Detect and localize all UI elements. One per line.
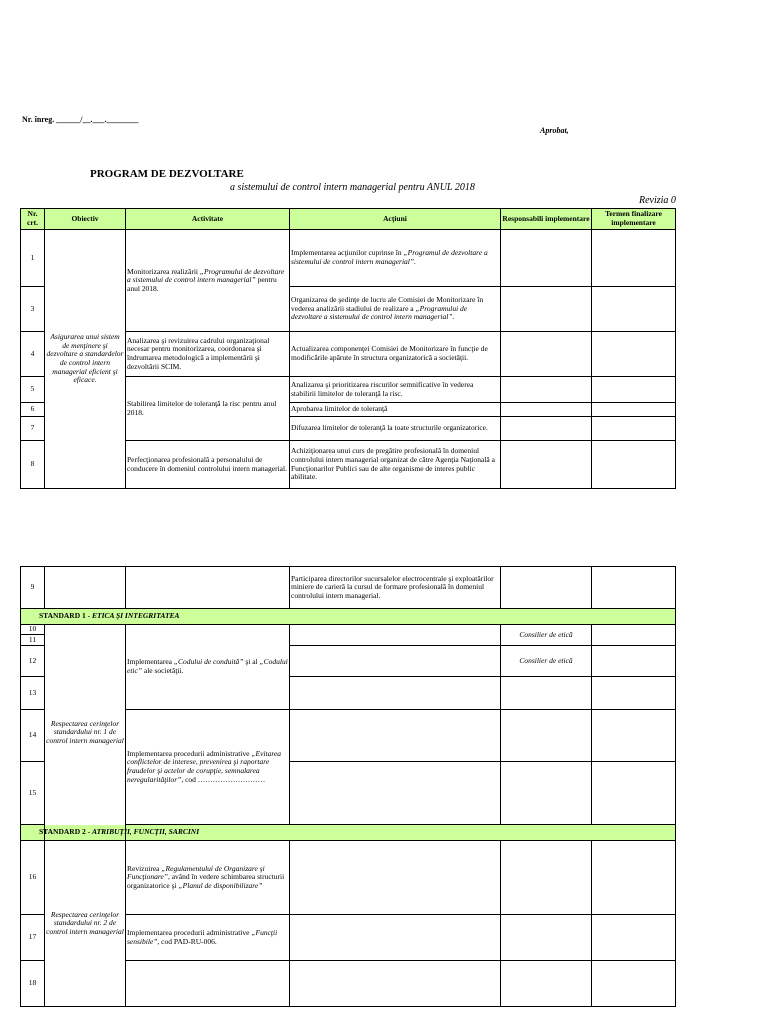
responsible-cell [501,710,592,762]
action-cell [290,762,501,825]
action-cell [290,915,501,961]
action-cell: Actualizarea componenţei Comisiei de Monitorizare în funcţie de modificările apărute în structura organizatorică a societăţii. [290,332,501,377]
standard-2-heading: STANDARD 2 - ATRIBUŢII, FUNCŢII, SARCINI [21,825,676,841]
col-activitate: Activitate [126,209,290,230]
responsible-cell: Consilier de etică [501,646,592,677]
responsible-cell [501,230,592,287]
row-number: 9 [21,567,45,609]
activity-cell: Revizuirea „Regulamentului de Organizare şi Funcţionare”, având în vedere schimbarea structurii organizatorice şi „Planul de disponibilizare” [126,841,290,915]
objective-cell [45,567,126,609]
action-cell: Difuzarea limitelor de toleranţă la toate structurile organizatorice. [290,417,501,441]
action-cell [290,961,501,1007]
action-cell [290,677,501,710]
deadline-cell [592,332,676,377]
activity-cell: Implementarea „Codului de conduită” şi al „Codului etic” ale societăţii. [126,625,290,710]
activity-cell: Implementarea procedurii administrative „Funcţii sensibile”, cod PAD-RU-006. [126,915,290,961]
document-subtitle: a sistemului de control intern managerial pentru ANUL 2018 [230,182,475,193]
deadline-cell [592,762,676,825]
objective-cell: Asigurarea unui sistem de menţinere şi dezvoltare a standardelor de control intern managerial eficient şi eficace. [45,230,126,489]
deadline-cell [592,625,676,646]
col-responsabili: Responsabili implementare [501,209,592,230]
responsible-cell [501,567,592,609]
action-cell [290,646,501,677]
deadline-cell [592,377,676,403]
responsible-cell [501,417,592,441]
table-row [21,230,676,287]
action-cell [290,625,501,646]
deadline-cell [592,710,676,762]
row-number: 6 [21,403,45,417]
registration-number: Nr. înreg. ______/__.___.________ [22,115,139,124]
action-cell: Organizarea de şedinţe de lucru ale Comisiei de Monitorizare în vederea analizării stadiului de realizare a „Programului de dezvoltare a sistemului de control intern managerial”. [290,287,501,332]
responsible-cell [501,377,592,403]
deadline-cell [592,567,676,609]
action-cell: Achiziţionarea unui curs de pregătire profesională în domeniul controlului intern managerial organizat de către Agenţia Naţională a Funcţionarilor Publici sau de alte organisme de interes public abilitate. [290,441,501,489]
responsible-cell [501,332,592,377]
document-title: PROGRAM DE DEZVOLTARE [90,168,244,180]
row-number: 10 [21,625,45,635]
table-header-row [21,209,676,230]
responsible-cell [501,762,592,825]
deadline-cell [592,841,676,915]
deadline-cell [592,961,676,1007]
row-number: 13 [21,677,45,710]
action-cell: Participarea directorilor sucursalelor electrocentrale şi exploatărilor miniere de carieră la cursul de formare profesională în domeniul controlului intern managerial. [290,567,501,609]
objective-cell: Respectarea cerinţelor standardului nr. 1 de control intern managerial [45,625,126,841]
revision-label: Revizia 0 [639,195,676,206]
activity-cell [126,567,290,609]
row-number: 16 [21,841,45,915]
row-number: 4 [21,332,45,377]
program-table-part-2 [20,566,676,1007]
approved-label: Aprobat, [540,126,569,135]
responsible-cell [501,441,592,489]
activity-cell [126,961,290,1007]
activity-cell: Monitorizarea realizării „Programului de dezvoltare a sistemului de control intern managerial” pentru anul 2018. [126,230,290,332]
table-row [21,841,676,915]
action-cell: Analizarea şi prioritizarea riscurilor semnificative în vederea stabilirii limitelor de toleranţă la risc. [290,377,501,403]
activity-cell: Analizarea şi revizuirea cadrului organizaţional necesar pentru monitorizarea, coordonarea şi îndrumarea metodologică a implementării şi dezvoltării SCIM. [126,332,290,377]
deadline-cell [592,915,676,961]
activity-cell: Implementarea procedurii administrative „Evitarea conflictelor de interese, prevenirea şi raportare fraudelor şi actelor de corupţie, semnalarea neregularităţilor”, cod ……………………… [126,710,290,825]
row-number: 5 [21,377,45,403]
row-number: 7 [21,417,45,441]
row-number: 15 [21,762,45,825]
col-actiuni: Acţiuni [290,209,501,230]
row-number: 3 [21,287,45,332]
deadline-cell [592,646,676,677]
activity-cell: Perfecţionarea profesională a personalului de conducere în domeniul controlului intern managerial. [126,441,290,489]
action-cell: Implementarea acţiunilor cuprinse în „Programul de dezvoltare a sistemului de control intern managerial”. [290,230,501,287]
row-number: 14 [21,710,45,762]
row-number: 11 [21,635,45,646]
responsible-cell: Consilier de etică [501,625,592,646]
responsible-cell [501,961,592,1007]
responsible-cell [501,403,592,417]
program-table-part-1 [20,208,676,489]
row-number: 8 [21,441,45,489]
objective-cell: Respectarea cerinţelor standardului nr. 2 de control intern managerial [45,841,126,1007]
table-row [21,625,676,635]
action-cell [290,841,501,915]
col-termen: Termen finalizare implementare [592,209,676,230]
deadline-cell [592,287,676,332]
responsible-cell [501,841,592,915]
standard-1-heading: STANDARD 1 - ETICA ŞI INTEGRITATEA [21,609,676,625]
responsible-cell [501,287,592,332]
table-row [21,567,676,609]
standard-1-row [21,609,676,625]
row-number: 12 [21,646,45,677]
col-obiectiv: Obiectiv [45,209,126,230]
action-cell: Aprobarea limitelor de toleranţă [290,403,501,417]
row-number: 1 [21,230,45,287]
row-number: 18 [21,961,45,1007]
responsible-cell [501,677,592,710]
col-nr: Nr. crt. [21,209,45,230]
deadline-cell [592,403,676,417]
deadline-cell [592,441,676,489]
deadline-cell [592,677,676,710]
row-number: 17 [21,915,45,961]
deadline-cell [592,230,676,287]
responsible-cell [501,915,592,961]
activity-cell: Stabilirea limitelor de toleranţă la risc pentru anul 2018. [126,377,290,441]
standard-2-row [21,825,676,841]
deadline-cell [592,417,676,441]
action-cell [290,710,501,762]
